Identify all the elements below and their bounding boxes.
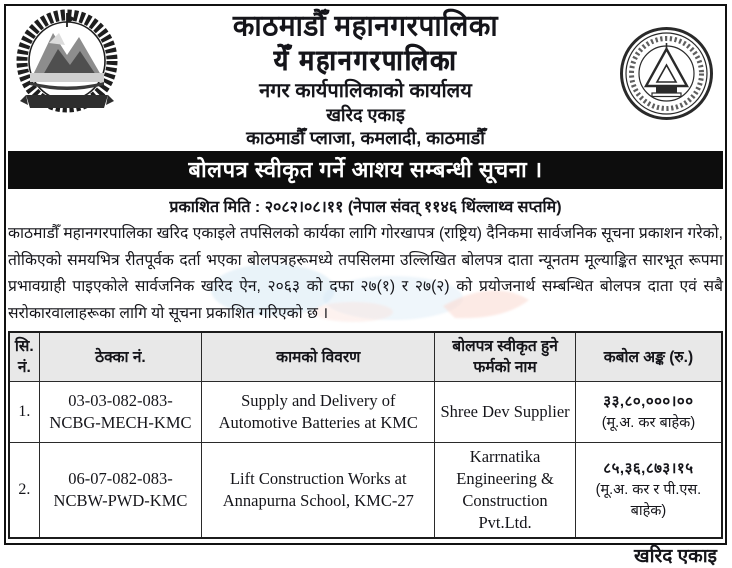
notice-title-banner: बोलपत्र स्वीकृत गर्ने आशय सम्बन्धी सूचना । <box>8 151 723 189</box>
table-row <box>9 382 722 443</box>
amount-value: ३३,८०,०००।०० <box>603 392 694 410</box>
cell-firm-name: Shree Dev Supplier <box>435 382 576 443</box>
unit-name: खरिद एकाइ <box>326 105 405 125</box>
table-row <box>9 443 722 539</box>
header-serial-line2: नं. <box>17 359 31 376</box>
header-contract-number: ठेक्का नं. <box>39 332 202 382</box>
signature-unit: खरिद एकाइ <box>634 546 717 567</box>
office-name: नगर कार्यपालिकाको कार्यालय <box>259 80 472 102</box>
letterhead-text <box>8 7 723 150</box>
office-address: काठमाडौँ प्लाजा, कमलादी, काठमाडौँ <box>246 128 485 148</box>
cell-serial: 1. <box>9 382 39 443</box>
amount-note: (मू.अ. कर बाहेक) <box>601 414 696 431</box>
notice-paragraph: काठमाडौँ महानगरपालिका खरिद एकाइले तपसिलको कार्यका लागि गोरखापत्र (राष्ट्रिय) दैनिकमा सार्वजनिक सूचना प्रकाशन गरेको, तोकिएको समयभित्र रीतपूर्वक दर्ता भएका बोलपत्रहरूमध्ये तपसिलमा उल्लिखित बोलपत्र दाता न्यूनतम मूल्याङ्कित सारभूत रूपमा प्रभावग्राही पाइएकोले सार्वजनिक खरिद ऐन, २०६३ को दफा २७(१) र २७(२) को प्रयोजनार्थ सम्बन्धित बोलपत्र दाता एवं सबै सरोकारवालाहरूका लागि यो सूचना प्रकाशित गरिएको छ । <box>8 225 723 322</box>
header-awarded-firm: बोलपत्र स्वीकृत हुने फर्मको नाम <box>435 332 576 382</box>
document-content <box>8 7 723 567</box>
header-serial-number <box>9 332 39 382</box>
bid-award-table <box>8 331 723 539</box>
cell-work-description: Supply and Delivery of Automotive Batteries at KMC <box>202 382 435 443</box>
table-header-row <box>9 332 722 382</box>
cell-work-description: Lift Construction Works at Annapurna School, KMC-27 <box>202 443 435 539</box>
header-serial-line1: सि. <box>14 338 34 355</box>
amount-note: (मू.अ. कर र पी.एस. बाहेक) <box>595 482 702 519</box>
cell-amount <box>575 443 722 539</box>
cell-firm-name: Karrnatika Engineering & Construction Pvt.Ltd. <box>435 443 576 539</box>
amount-value: ८५,३६,८७३।१५ <box>603 460 694 477</box>
cell-serial: 2. <box>9 443 39 539</box>
cell-contract-number: 06-07-082-083-NCBW-PWD-KMC <box>39 443 202 539</box>
municipality-name-ranjana-script: येँ महानगरपालिका <box>273 44 458 78</box>
published-date: प्रकाशित मिति : २०८२।०८।११ (नेपाल संवत् ११४६ थिंल्लाथ्व सप्तमि) <box>169 199 562 216</box>
municipality-name: काठमाडौँ महानगरपालिका <box>232 9 499 42</box>
header-work-description: कामको विवरण <box>202 332 435 382</box>
cell-amount <box>575 382 722 443</box>
header-quoted-amount: कबोल अङ्क (रु.) <box>575 332 722 382</box>
notice-body <box>8 220 723 331</box>
cell-contract-number: 03-03-082-083-NCBG-MECH-KMC <box>39 382 202 443</box>
letterhead <box>8 7 723 148</box>
